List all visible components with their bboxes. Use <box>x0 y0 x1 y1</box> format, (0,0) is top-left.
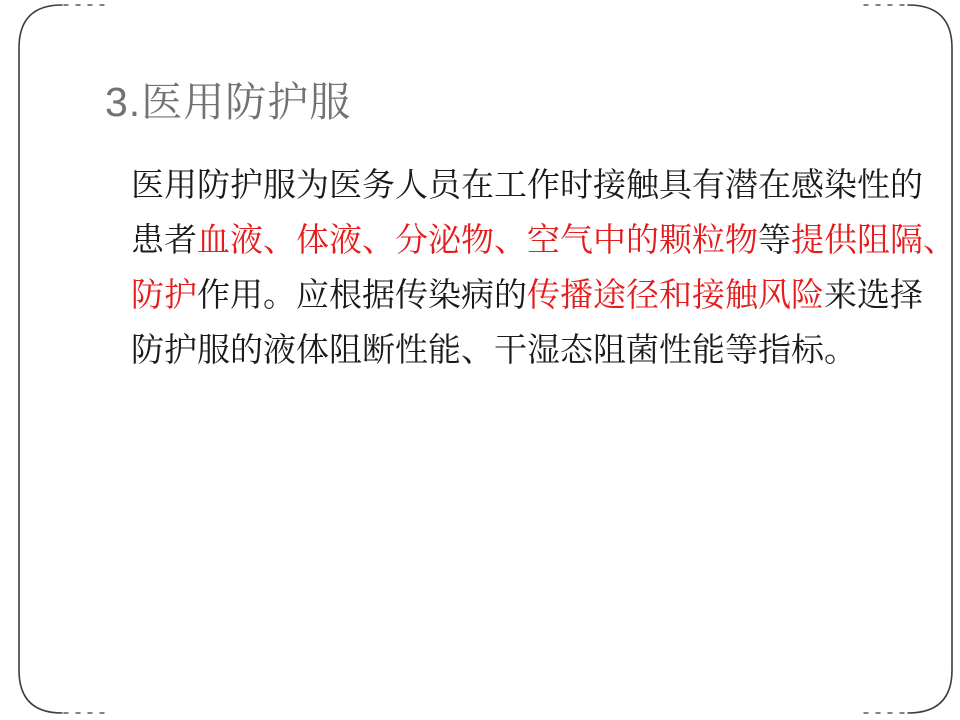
text-segment-black: 来选择 <box>824 276 923 313</box>
text-segment-black: 防护服的液体阻断性能、干湿态阻菌性能等指标。 <box>131 331 857 368</box>
text-line <box>131 160 931 215</box>
text-segment-red: 防护 <box>131 276 197 313</box>
border-left <box>19 5 62 713</box>
text-segment-black: 等 <box>758 221 791 258</box>
text-segment-black: 医用防护服为医务人员在工作时接触具有潜在感染性的 <box>131 166 923 203</box>
text-segment-red: 血液、体液、分泌物、空气中的颗粒物 <box>197 221 758 258</box>
text-line <box>131 270 931 325</box>
text-segment-black: 患者 <box>131 221 197 258</box>
slide-title: 3.医用防护服 <box>105 79 352 125</box>
text-segment-red: 传播途径和接触风险 <box>527 276 824 313</box>
text-segment-red: 提供阻隔、 <box>791 221 956 258</box>
text-line <box>131 215 956 270</box>
text-line <box>131 325 931 380</box>
text-segment-black: 作用。应根据传染病的 <box>197 276 527 313</box>
slide-body <box>131 160 956 380</box>
